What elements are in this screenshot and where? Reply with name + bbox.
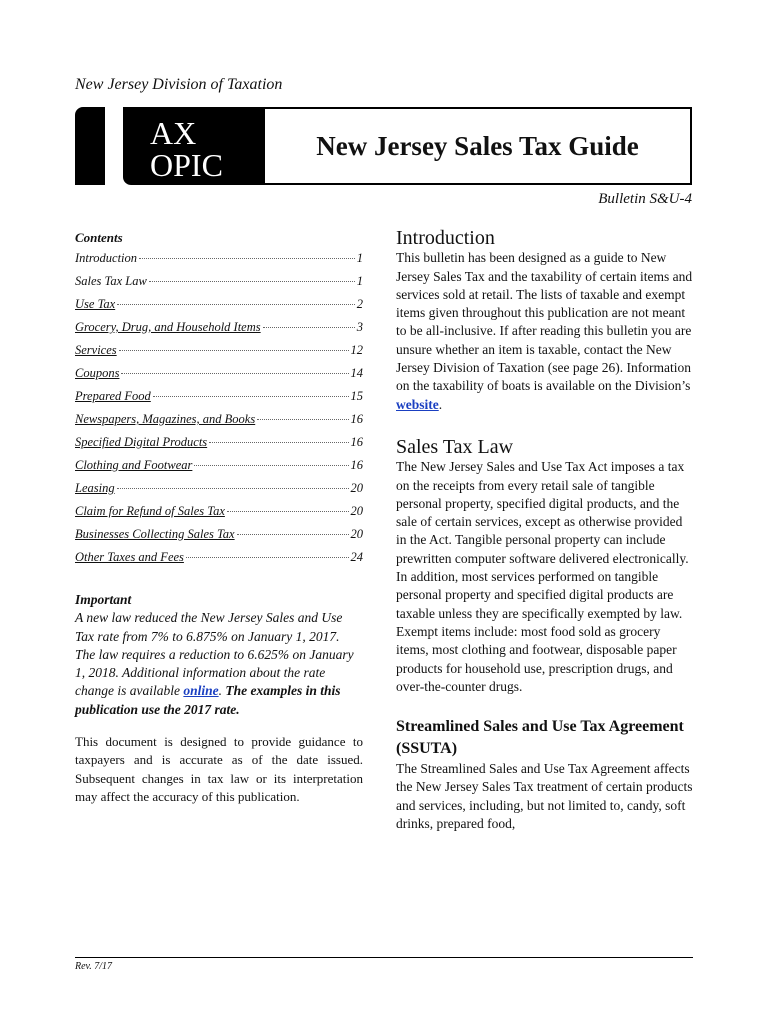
tax-topic-logo <box>75 107 105 185</box>
toc-item-label: Businesses Collecting Sales Tax <box>75 527 235 541</box>
toc-item-page: 20 <box>350 504 363 518</box>
toc-item[interactable] <box>75 297 363 320</box>
introduction-heading: Introduction <box>396 227 495 249</box>
toc-item[interactable] <box>75 481 363 504</box>
left-column <box>75 230 363 806</box>
toc-item-page: 2 <box>356 297 363 311</box>
toc-item-label: Use Tax <box>75 297 116 311</box>
toc-leader <box>117 488 349 489</box>
toc-item[interactable] <box>75 550 363 573</box>
toc-item-label: Leasing <box>75 481 115 495</box>
important-text: . <box>218 683 222 699</box>
toc-leader <box>194 465 348 466</box>
toc-item-page: 3 <box>356 320 363 334</box>
toc-item-label: Other Taxes and Fees <box>75 550 184 564</box>
toc-item[interactable] <box>75 527 363 550</box>
toc-leader <box>227 511 349 512</box>
toc-item[interactable] <box>75 412 363 435</box>
toc-item-page: 24 <box>350 550 363 564</box>
toc-leader <box>257 419 348 420</box>
toc-item-page: 16 <box>350 435 363 449</box>
toc-item[interactable] <box>75 389 363 412</box>
right-column <box>396 229 693 833</box>
toc-item-page: 16 <box>350 458 363 472</box>
footer-divider <box>75 957 693 958</box>
contents-heading: Contents <box>75 230 123 245</box>
toc-item-label: Newspapers, Magazines, and Books <box>75 412 256 426</box>
toc-item[interactable] <box>75 343 363 366</box>
disclaimer: This document is designed to provide guidance to taxpayers and is accurate as of the date issued. Subsequent changes in tax law or its interpretation may affect the accuracy of this publication. <box>75 734 363 804</box>
logo-text: OPIC <box>150 147 223 183</box>
toc-leader <box>119 350 349 351</box>
intro-body: . <box>438 396 443 412</box>
toc-leader <box>117 304 355 305</box>
logo-text: AX <box>150 115 197 151</box>
toc-item-page: 20 <box>350 481 363 495</box>
toc-item[interactable] <box>75 320 363 343</box>
intro-body: This bulletin has been designed as a guide to New Jersey Sales Tax and the taxability of certain items and services sold at retail. The lists of taxable and exempt items given throughout this publication are not meant to be all-inclusive. If after reading this bulletin you are unsure whether an item is taxable, contact the New Jersey Division of Taxation (see page 26). Information on the taxability of boats is available on the Division’s <box>396 250 693 394</box>
title-banner <box>75 107 693 185</box>
toc-item-page: 1 <box>356 274 363 288</box>
tax-topic-logo-block <box>123 107 265 185</box>
toc-item-page: 16 <box>350 412 363 426</box>
toc-item-page: 1 <box>356 251 363 265</box>
toc-leader <box>139 258 355 259</box>
toc-item[interactable] <box>75 504 363 527</box>
toc-leader <box>209 442 348 443</box>
toc-item-label: Introduction <box>75 251 138 265</box>
toc-item-label: Services <box>75 343 117 357</box>
toc-leader <box>237 534 349 535</box>
toc-leader <box>263 327 355 328</box>
toc-item-label: Sales Tax Law <box>75 274 147 288</box>
sales-tax-law-text: The New Jersey Sales and Use Tax Act imposes a tax on the receipts from every retail sale of tangible personal property, specified digital products, and the sale of certain services, except as otherwise provided in the Act. Tangible personal property can include prewritten computer software delivered electronically. In addition, most services performed on tangible personal property and specified digital products are taxable unless they are specifically exempted by law. Exempt items include: most food sold as grocery items, most clothing and footwear, disposable paper products for household use, prescription drugs, and over-the-counter drugs. <box>396 459 689 694</box>
bulletin-number: Bulletin S&U-4 <box>598 191 692 207</box>
toc-item-label: Claim for Refund of Sales Tax <box>75 504 225 518</box>
toc-item-page: 15 <box>350 389 363 403</box>
agency-name: New Jersey Division of Taxation <box>75 76 283 93</box>
toc-item-label: Specified Digital Products <box>75 435 208 449</box>
ssuta-heading: Streamlined Sales and Use Tax Agreement (SSUTA) <box>396 718 684 758</box>
sales-tax-law-heading: Sales Tax Law <box>396 435 514 458</box>
toc-leader <box>121 373 348 374</box>
revision-date: Rev. 7/17 <box>75 961 113 972</box>
toc-item-label: Grocery, Drug, and Household Items <box>75 320 261 334</box>
table-of-contents <box>75 251 363 573</box>
important-text: A new law reduced the New Jersey Sales and Use Tax rate from 7% to 6.875% on January 1, 2017. The law requires a reduction to 6.625% on January 1, 2018. Additional information about the rate change is available <box>75 610 354 699</box>
toc-item-page: 12 <box>350 343 363 357</box>
important-bold-text: The examples in this publication use the 2017 rate. <box>75 683 341 717</box>
toc-item[interactable] <box>75 458 363 481</box>
website-link[interactable]: website <box>396 396 439 412</box>
toc-leader <box>149 281 355 282</box>
important-notice <box>75 591 363 719</box>
toc-leader <box>186 557 349 558</box>
toc-item-page: 14 <box>350 366 363 380</box>
toc-item-page: 20 <box>350 527 363 541</box>
toc-item[interactable] <box>75 251 363 274</box>
toc-item-label: Prepared Food <box>75 389 151 403</box>
page-title: New Jersey Sales Tax Guide <box>265 107 692 185</box>
toc-item-label: Clothing and Footwear <box>75 458 193 472</box>
important-heading: Important <box>75 592 132 607</box>
online-link[interactable]: online <box>183 683 219 699</box>
toc-item[interactable] <box>75 366 363 389</box>
toc-item[interactable] <box>75 435 363 458</box>
toc-leader <box>153 396 349 397</box>
introduction-text <box>396 249 693 414</box>
ssuta-text: The Streamlined Sales and Use Tax Agreement affects the New Jersey Sales Tax treatment of certain products and services, including, but not limited to, candy, soft drinks, prepared food, <box>396 761 693 832</box>
toc-item[interactable] <box>75 274 363 297</box>
toc-item-label: Coupons <box>75 366 120 380</box>
